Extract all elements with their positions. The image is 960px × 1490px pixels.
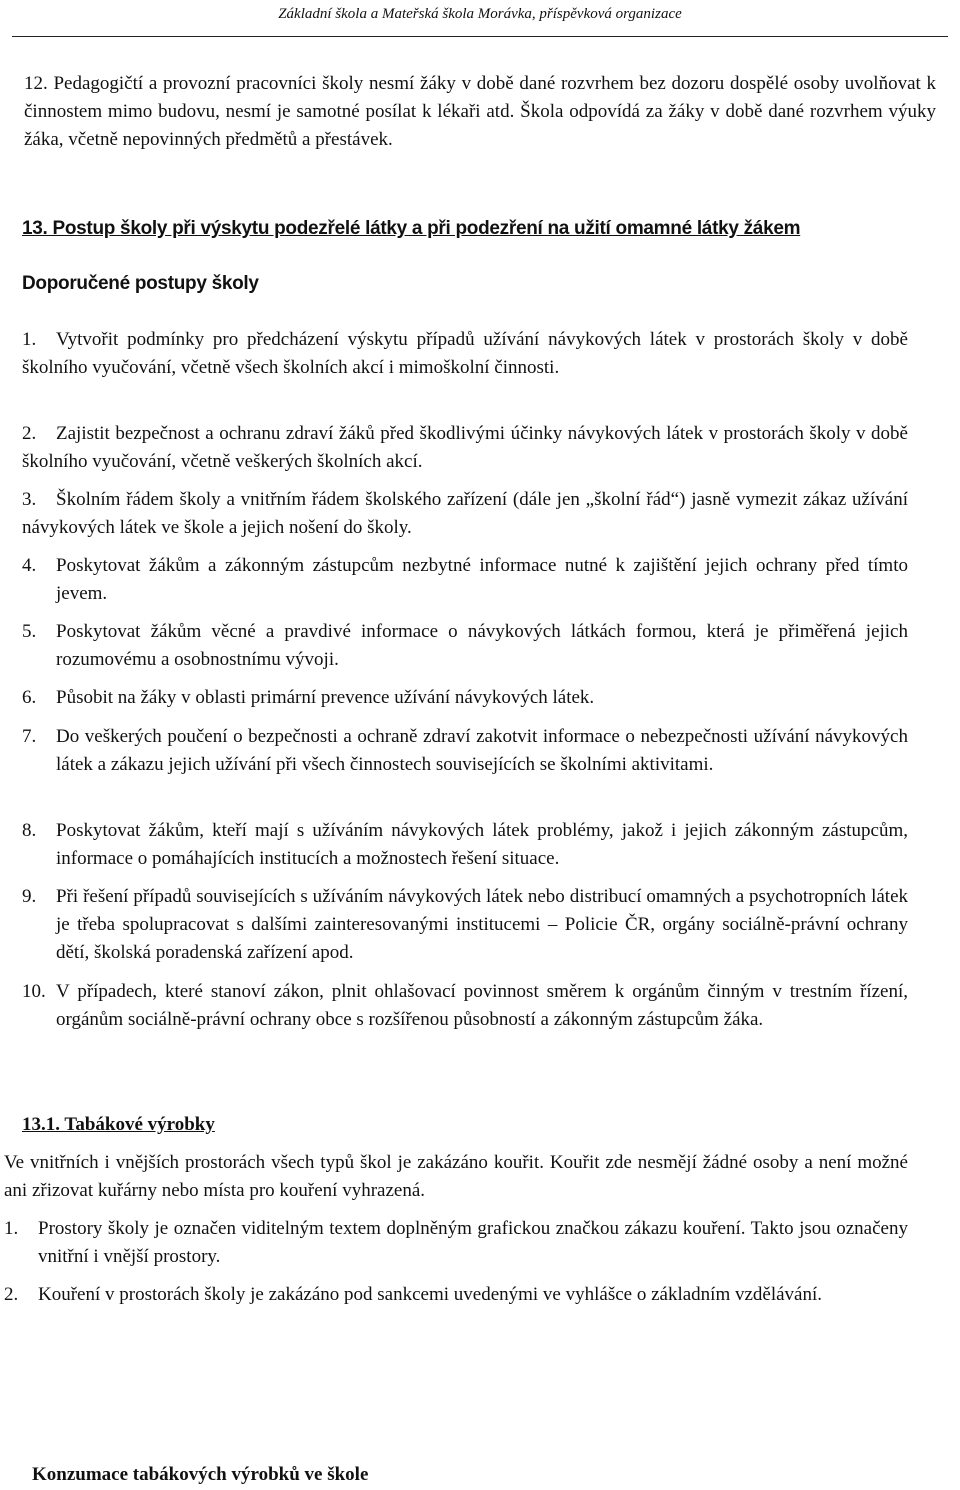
header-divider [12,36,948,37]
section-13-1-heading: 13.1. Tabákové výrobky [22,1114,215,1135]
list-item-text: Školním řádem školy a vnitřním řádem školského zařízení (dále jen „školní řád“) jasně vymezit zákaz užívání návykových látek ve škole a jejich nošení do školy. [22,489,908,538]
list-item-text: Působit na žáky v oblasti primární prevence užívání návykových látek. [56,687,595,708]
list-item-number: 10. [22,981,46,1002]
page-header: Základní škola a Mateřská škola Morávka, příspěvková organizace [278,6,682,22]
konzumace-heading: Konzumace tabákových výrobků ve škole [32,1464,369,1485]
section-13-subheading: Doporučené postupy školy [22,273,259,294]
list-item-number: 7. [22,726,37,747]
list-item-number: 8. [22,820,37,841]
list-item-number: 2. [4,1284,19,1305]
list-item-number: 3. [22,489,37,510]
list-item-text: Poskytovat žákům, kteří mají s užíváním návykových látek problémy, jakož i jejich zákonným zástupcům, informace o pomáhajících institucích a možnostech řešení situace. [56,820,908,869]
list-item-text: Vytvořit podmínky pro předcházení výskytu případů užívání návykových látek v prostorách školy v době školního vyučování, včetně všech školních akcí i mimoškolní činnosti. [22,329,908,378]
list-item-number: 2. [22,423,37,444]
list-item-number: 1. [22,329,37,350]
list-item-text: V případech, které stanoví zákon, plnit ohlašovací povinnost směrem k orgánům činným v trestním řízení, orgánům sociálně-právní ochrany obce s rozšířenou působností a zákonným zástupcům žáka. [56,981,908,1030]
list-item-text: Při řešení případů souvisejících s užíváním návykových látek nebo distribucí omamných a psychotropních látek je třeba spolupracovat s dalšími zainteresovanými institucemi – Policie ČR, orgány sociálně-právní ochrany dětí, školská poradenská zařízení apod. [56,886,908,963]
section-13-1-intro: Ve vnitřních i vnějších prostorách všech typů škol je zakázáno kouřit. Kouřit zde nesmějí žádné osoby a není možné ani zřizovat kuřárny nebo místa pro kouření vyhrazená. [4,1152,908,1201]
list-item-number: 5. [22,621,37,642]
list-item-text: Prostory školy je označen viditelným textem doplněným grafickou značkou zákazu kouření. Takto jsou označeny vnitřní i vnější prostory. [38,1218,908,1267]
list-item-text: Poskytovat žákům věcné a pravdivé informace o návykových látkách formou, která je přiměřená jejich rozumovému a osobnostnímu vývoji. [56,621,908,670]
list-item-number: 9. [22,886,37,907]
list-item-text: Zajistit bezpečnost a ochranu zdraví žáků před škodlivými účinky návykových látek v prostorách školy v době školního vyučování, včetně veškerých školních akcí. [22,423,908,472]
list-item-number: 6. [22,687,37,708]
section-13-heading: 13. Postup školy při výskytu podezřelé látky a při podezření na užití omamné látky žákem [22,218,801,239]
list-item-number: 4. [22,555,37,576]
list-item-text: Do veškerých poučení o bezpečnosti a ochraně zdraví zakotvit informace o nebezpečnosti užívání návykových látek a zákazu jejich užívání při všech činnostech souvisejících se školními aktivitami. [56,726,908,775]
list-item-text: Poskytovat žákům a zákonným zástupcům nezbytné informace nutné k zajištění jejich ochrany před tímto jevem. [56,555,908,604]
list-item-text: Kouření v prostorách školy je zakázáno pod sankcemi uvedenými ve vyhlášce o základním vzdělávání. [38,1284,823,1305]
list-item-number: 1. [4,1218,19,1239]
section-12-paragraph: 12. Pedagogičtí a provozní pracovníci školy nesmí žáky v době dané rozvrhem bez dozoru dospělé osoby uvolňovat k činnostem mimo budovu, nesmí je samotné posílat k lékaři atd. Škola odpovídá za žáky v době dané rozvrhem výuky žáka, včetně nepovinných předmětů a přestávek. [24,73,936,150]
